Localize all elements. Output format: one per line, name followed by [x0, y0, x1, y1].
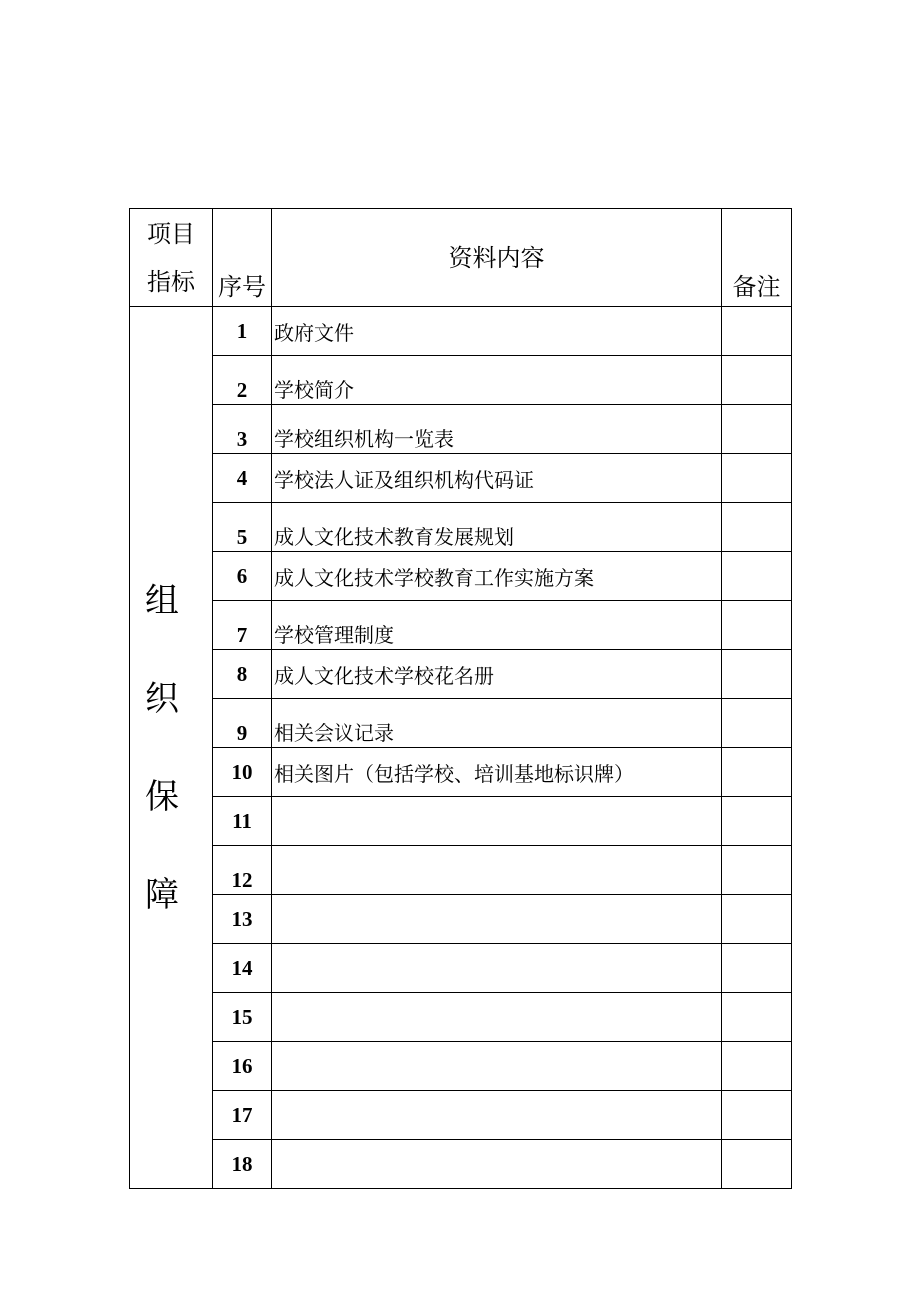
header-row — [130, 209, 792, 307]
table-row — [130, 356, 792, 405]
table-row — [130, 748, 792, 797]
row-number: 12 — [213, 846, 272, 895]
header-content: 资料内容 — [272, 209, 722, 307]
row-content — [272, 1042, 722, 1091]
row-note — [722, 846, 792, 895]
row-content — [272, 993, 722, 1042]
header-category-line2: 指标 — [147, 267, 195, 296]
table-body — [130, 209, 792, 1189]
row-note — [722, 895, 792, 944]
row-number: 9 — [213, 699, 272, 748]
row-content: 成人文化技术学校教育工作实施方案 — [272, 552, 722, 601]
table-row — [130, 307, 792, 356]
table-row — [130, 405, 792, 454]
row-number: 10 — [213, 748, 272, 797]
table-row — [130, 699, 792, 748]
row-note — [722, 650, 792, 699]
row-note — [722, 307, 792, 356]
row-number: 3 — [213, 405, 272, 454]
table-row — [130, 503, 792, 552]
header-category — [130, 209, 213, 307]
row-content — [272, 1140, 722, 1189]
table-row — [130, 797, 792, 846]
row-note — [722, 797, 792, 846]
table-row — [130, 895, 792, 944]
row-number: 15 — [213, 993, 272, 1042]
row-note — [722, 993, 792, 1042]
table-row — [130, 993, 792, 1042]
row-content: 相关图片（包括学校、培训基地标识牌） — [272, 748, 722, 797]
row-note — [722, 601, 792, 650]
table-row — [130, 454, 792, 503]
row-number: 4 — [213, 454, 272, 503]
row-content — [272, 895, 722, 944]
row-number: 7 — [213, 601, 272, 650]
row-note — [722, 1042, 792, 1091]
row-content — [272, 1091, 722, 1140]
table-row — [130, 1091, 792, 1140]
row-content: 成人文化技术教育发展规划 — [272, 503, 722, 552]
row-note — [722, 552, 792, 601]
row-number: 17 — [213, 1091, 272, 1140]
header-sequence: 序号 — [213, 209, 272, 307]
row-note — [722, 699, 792, 748]
header-category-line1: 项目 — [147, 219, 195, 248]
row-content: 学校简介 — [272, 356, 722, 405]
row-content: 相关会议记录 — [272, 699, 722, 748]
row-number: 1 — [213, 307, 272, 356]
row-note — [722, 1091, 792, 1140]
row-number: 18 — [213, 1140, 272, 1189]
row-number: 13 — [213, 895, 272, 944]
table-row — [130, 944, 792, 993]
row-content: 学校管理制度 — [272, 601, 722, 650]
row-number: 8 — [213, 650, 272, 699]
row-number: 6 — [213, 552, 272, 601]
row-number: 2 — [213, 356, 272, 405]
row-note — [722, 454, 792, 503]
row-note — [722, 503, 792, 552]
row-note — [722, 944, 792, 993]
row-number: 11 — [213, 797, 272, 846]
table-row — [130, 552, 792, 601]
category-label — [130, 307, 212, 944]
category-char: 障 — [145, 875, 179, 915]
row-content: 政府文件 — [272, 307, 722, 356]
row-content — [272, 797, 722, 846]
row-number: 14 — [213, 944, 272, 993]
table-row — [130, 601, 792, 650]
materials-table — [129, 208, 792, 1189]
row-note — [722, 405, 792, 454]
row-number: 16 — [213, 1042, 272, 1091]
row-content — [272, 944, 722, 993]
category-char: 保 — [145, 777, 179, 817]
table-row — [130, 650, 792, 699]
table-row — [130, 1140, 792, 1189]
row-number: 5 — [213, 503, 272, 552]
row-note — [722, 356, 792, 405]
category-char: 织 — [145, 679, 179, 719]
table-row — [130, 1042, 792, 1091]
category-char: 组 — [145, 581, 179, 621]
row-note — [722, 1140, 792, 1189]
category-cell — [130, 307, 213, 1189]
row-content: 成人文化技术学校花名册 — [272, 650, 722, 699]
row-content: 学校组织机构一览表 — [272, 405, 722, 454]
row-content — [272, 846, 722, 895]
row-note — [722, 748, 792, 797]
table-row — [130, 846, 792, 895]
row-content: 学校法人证及组织机构代码证 — [272, 454, 722, 503]
header-note: 备注 — [722, 209, 792, 307]
